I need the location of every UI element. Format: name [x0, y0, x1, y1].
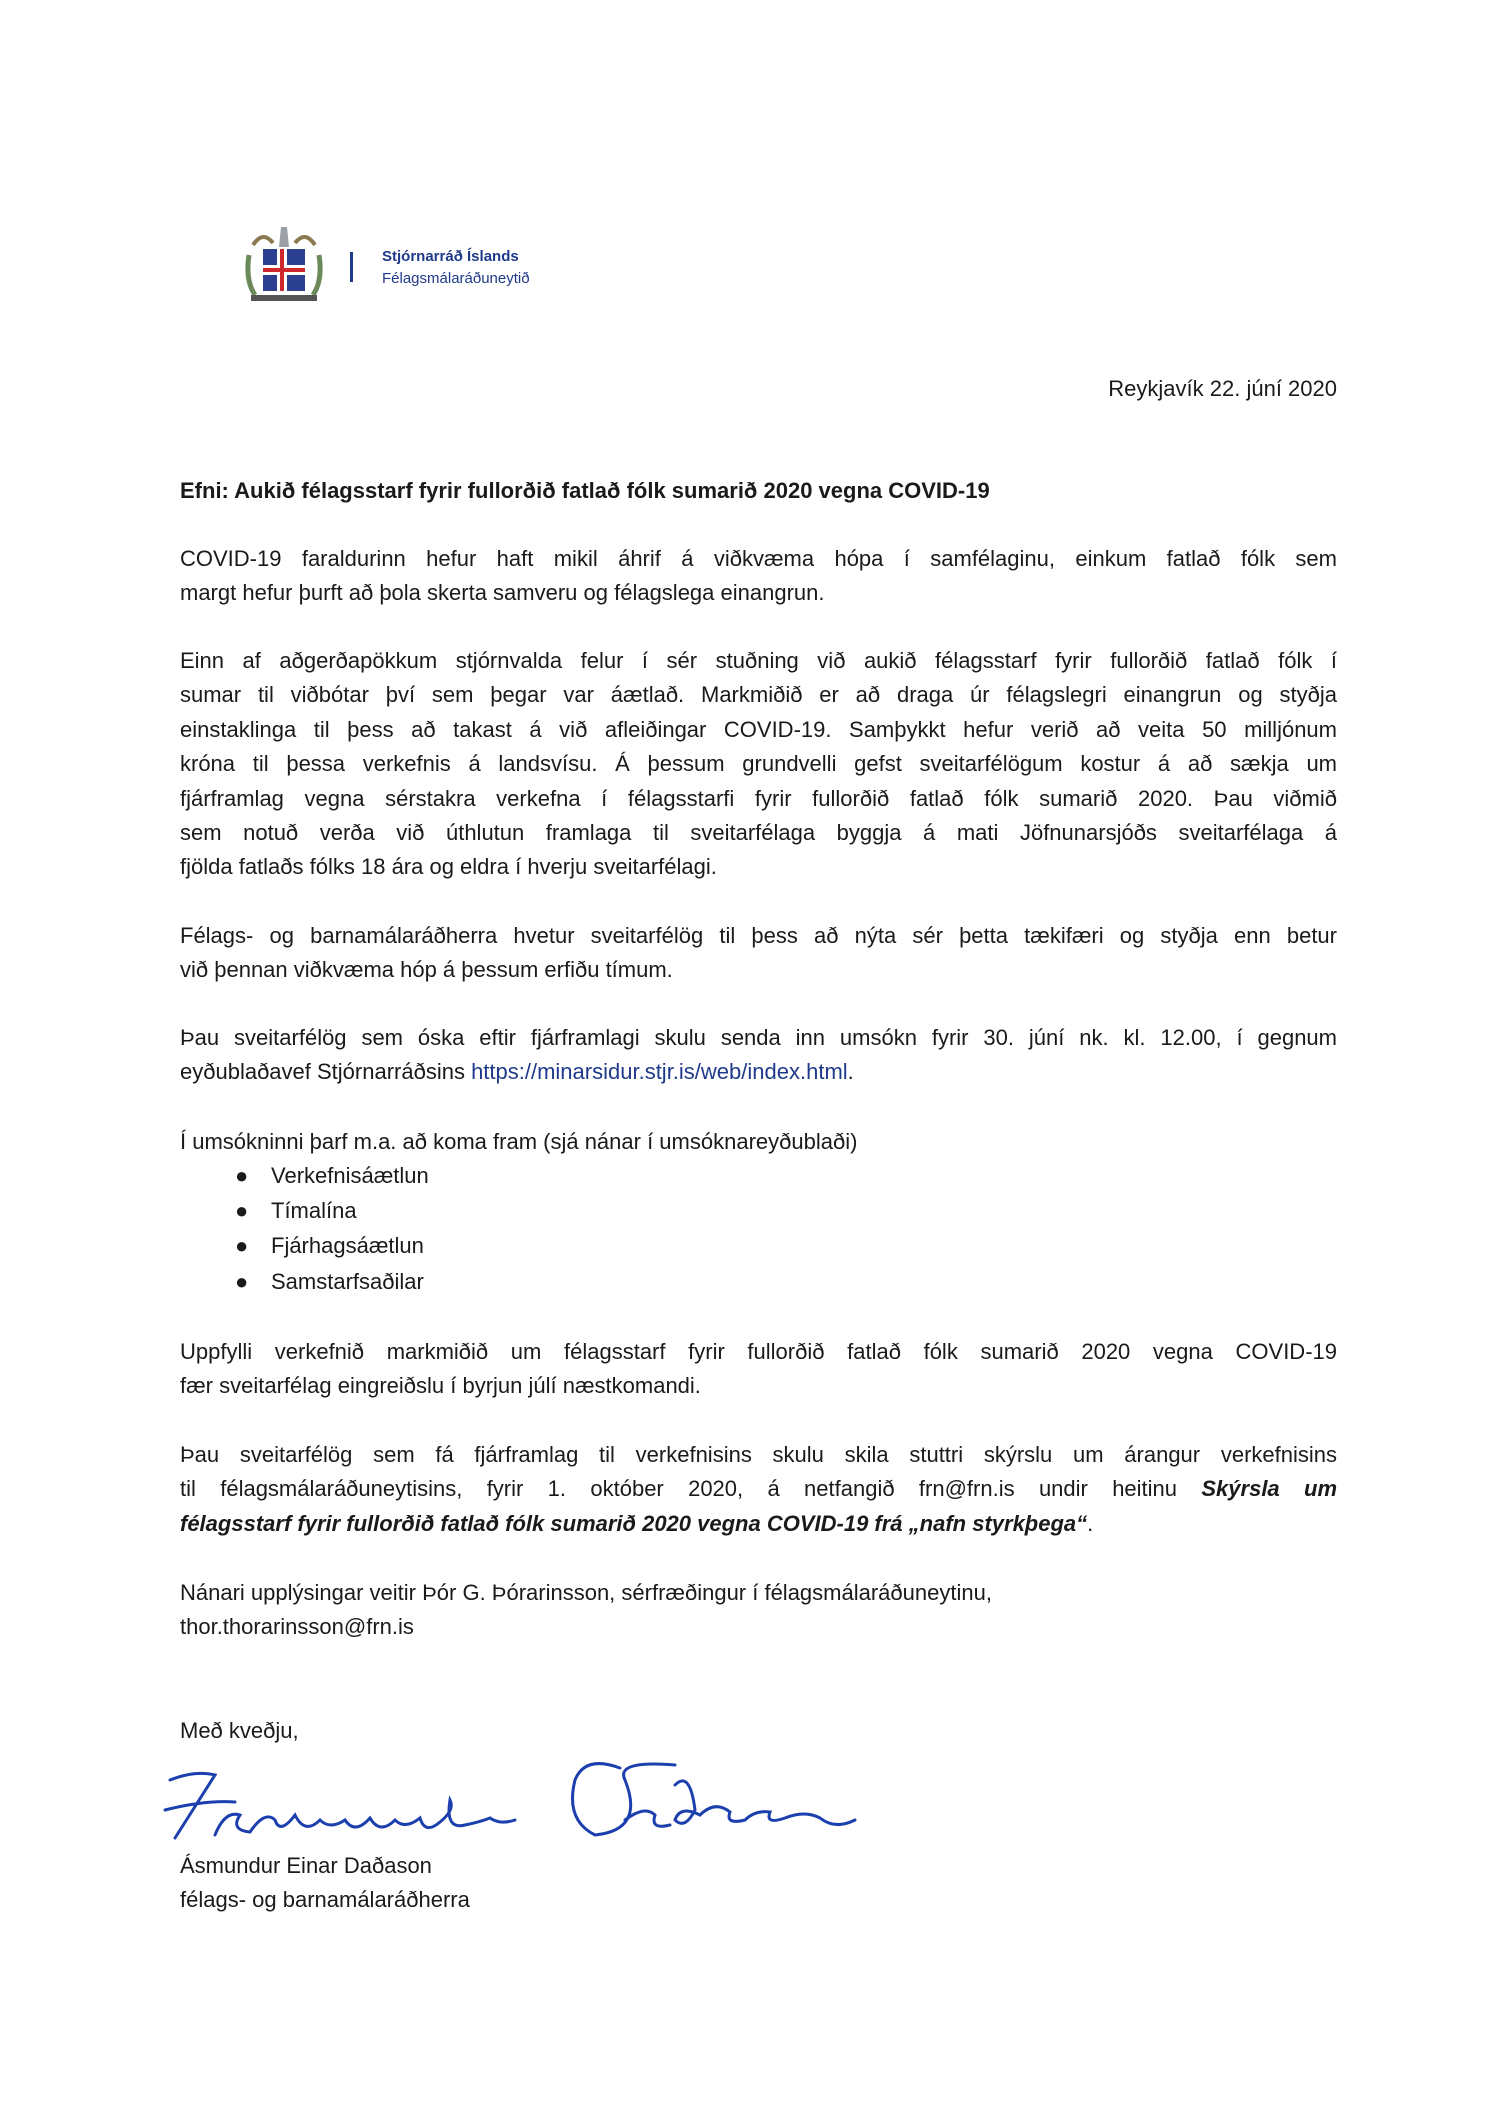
handwritten-signature — [155, 1740, 905, 1850]
letter-subject: Efni: Aukið félagsstarf fyrir fullorðið fatlað fólk sumarið 2020 vegna COVID-19 — [180, 478, 990, 503]
text-line: króna til þessa verkefnis á landsvísu. Á þessum grundvelli gefst sveitarfélögum kostur á að sækja um — [180, 751, 1337, 777]
list-item: Verkefnisáætlun — [271, 1163, 429, 1188]
text-line: Félags- og barnamálaráðherra hvetur sveitarfélög til þess að nýta sér þetta tækifæri og styðja enn betur — [180, 923, 1337, 948]
letter-date: Reykjavík 22. júní 2020 — [1108, 376, 1337, 401]
signatory-name: Ásmundur Einar Daðason — [180, 1853, 432, 1878]
text-line: margt hefur þurft að þola skerta samveru og félagslega einangrun. — [180, 580, 825, 606]
text-line — [180, 1055, 1337, 1089]
paragraph-5-intro: Í umsókninni þarf m.a. að koma fram (sjá nánar í umsóknareyðublaði) — [180, 1129, 858, 1154]
text-line: Uppfylli verkefnið markmiðið um félagsstarf fyrir fullorðið fatlað fólk sumarið 2020 vegna COVID-19 — [180, 1339, 1337, 1364]
list-item: Samstarfsaðilar — [271, 1269, 424, 1294]
logo-divider — [350, 252, 353, 282]
text-line: Einn af aðgerðapökkum stjórnvalda felur í sér stuðning við aukið félagsstarf fyrir fullorðið fatlað fólk í — [180, 648, 1337, 673]
org-header — [382, 246, 530, 290]
signatory — [180, 1849, 1337, 1918]
application-form-link[interactable]: https://minarsidur.stjr.is/web/index.html — [471, 1059, 848, 1085]
text-fragment: . — [847, 1059, 854, 1085]
text-line: COVID-19 faraldurinn hefur haft mikil áhrif á viðkvæma hópa í samfélaginu, einkum fatlað fólk sem — [180, 546, 1337, 571]
paragraph-2 — [180, 644, 1337, 885]
paragraph-6 — [180, 1335, 1337, 1404]
text-line: fjárframlag vegna sérstakra verkefna í félagsstarfi fyrir fullorðið fatlað fólk sumarið 2020. Þau viðmið — [180, 785, 1337, 811]
closing: Með kveðju, — [180, 1718, 299, 1743]
list-item: Fjárhagsáætlun — [271, 1233, 424, 1258]
paragraph-8 — [180, 1576, 1337, 1645]
org-name: Stjórnarráð Íslands — [382, 248, 519, 265]
coat-of-arms-logo — [243, 225, 325, 307]
text-fragment: til félagsmálaráðuneytisins, fyrir 1. október 2020, á netfangið frn@frn.is undir heitinu — [180, 1476, 1202, 1502]
paragraph-1 — [180, 542, 1337, 611]
text-line: fær sveitarfélag eingreiðslu í byrjun júlí næstkomandi. — [180, 1373, 701, 1399]
text-line: Þau sveitarfélög sem óska eftir fjárframlagi skulu senda inn umsókn fyrir 30. júní nk. kl. 12.00, í gegnum — [180, 1025, 1337, 1050]
signatory-title: félags- og barnamálaráðherra — [180, 1887, 470, 1913]
ministry-name: Félagsmálaráðuneytið — [382, 270, 530, 287]
text-line: sumar til viðbótar því sem þegar var áætlað. Markmiðið er að draga úr félagslegri einangrun og styðja — [180, 682, 1337, 708]
text-line: Nánari upplýsingar veitir Þór G. Þórarinsson, sérfræðingur í félagsmálaráðuneytinu, — [180, 1580, 992, 1605]
bullet-icon: ● — [235, 1198, 249, 1223]
text-line: einstaklinga til þess að takast á við afleiðingar COVID-19. Samþykkt hefur verið að veita 50 milljónum — [180, 716, 1337, 742]
text-line: Þau sveitarfélög sem fá fjárframlag til verkefnisins skulu skila stuttri skýrslu um árangur verkefnisins — [180, 1442, 1337, 1467]
paragraph-7 — [180, 1438, 1337, 1541]
contact-email: thor.thorarinsson@frn.is — [180, 1614, 414, 1640]
text-line — [180, 1507, 1337, 1541]
bullet-icon: ● — [235, 1269, 249, 1294]
bullet-icon: ● — [235, 1163, 249, 1188]
text-line: fjölda fatlaðs fólks 18 ára og eldra í hverju sveitarfélagi. — [180, 854, 717, 880]
report-title-end: félagsstarf fyrir fullorðið fatlað fólk sumarið 2020 vegna COVID-19 frá „nafn styrkþega“ — [180, 1510, 1088, 1536]
text-line: sem notuð verða við úthlutun framlaga til sveitarfélaga byggja á mati Jöfnunarsjóðs sveitarfélaga á — [180, 820, 1337, 846]
paragraph-3 — [180, 919, 1337, 988]
text-fragment: eyðublaðavef Stjórnarráðsins — [180, 1059, 472, 1085]
list-item: Tímalína — [271, 1198, 357, 1223]
text-line: við þennan viðkvæma hóp á þessum erfiðu tímum. — [180, 957, 673, 983]
text-line — [180, 1472, 1337, 1506]
bullet-icon: ● — [235, 1233, 249, 1258]
report-title-start: Skýrsla um — [1201, 1476, 1338, 1502]
paragraph-4 — [180, 1021, 1337, 1090]
text-fragment: . — [1087, 1510, 1094, 1536]
